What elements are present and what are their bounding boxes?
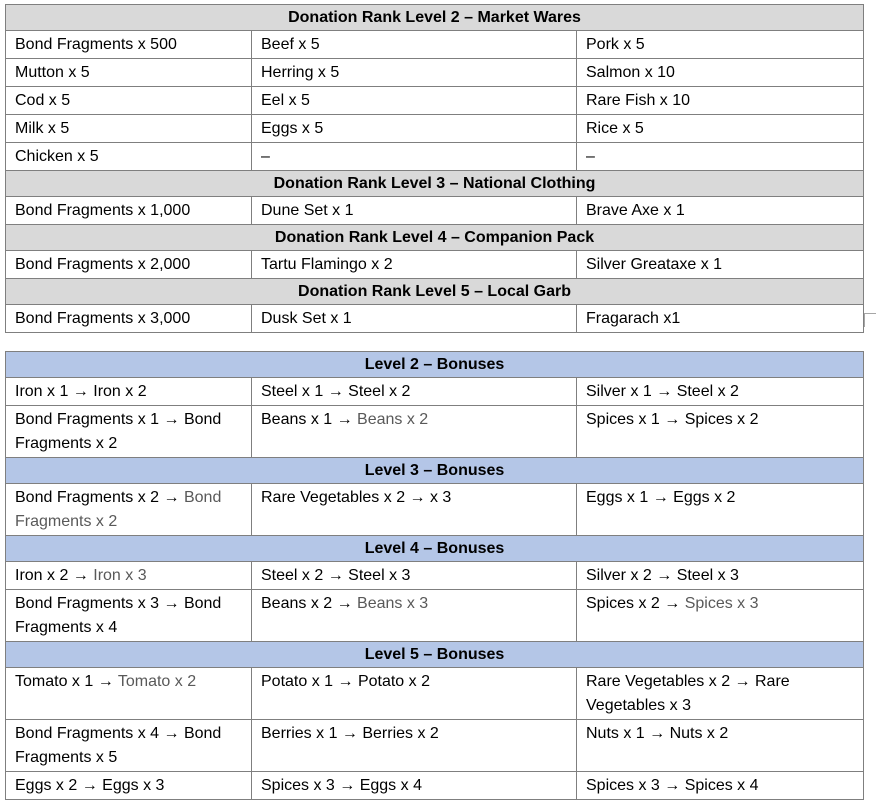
table-cell bbox=[6, 484, 252, 536]
bonus-table bbox=[5, 351, 864, 800]
cell-text: Tomato x 1 → bbox=[15, 673, 118, 690]
section-header-row bbox=[6, 536, 864, 562]
table-row bbox=[6, 562, 864, 590]
table-cell: Chicken x 5 bbox=[6, 143, 252, 171]
table-cell bbox=[577, 378, 864, 406]
cell-text: Bond Fragments x 4 → Bond Fragments x 5 bbox=[15, 725, 222, 766]
section-header-row bbox=[6, 171, 864, 197]
table-cell bbox=[6, 720, 252, 772]
table-cell: Bond Fragments x 1,000 bbox=[6, 197, 252, 225]
table-move-handle[interactable] bbox=[864, 313, 876, 327]
cell-text-muted: Tomato x 2 bbox=[117, 673, 197, 690]
cell-text: Spices x 3 → Spices x 4 bbox=[586, 777, 759, 794]
cell-text: Potato x 1 → Potato x 2 bbox=[261, 673, 430, 690]
cell-text-muted: Iron x 3 bbox=[93, 567, 147, 584]
table-cell bbox=[6, 562, 252, 590]
table-cell bbox=[252, 562, 577, 590]
section-header: Donation Rank Level 3 – National Clothing bbox=[6, 171, 864, 197]
table-cell: Fragarach x1 bbox=[577, 305, 864, 333]
table-row bbox=[6, 197, 864, 225]
table-row bbox=[6, 305, 864, 333]
table-cell: Beef x 5 bbox=[252, 31, 577, 59]
table-cell: Dune Set x 1 bbox=[252, 197, 577, 225]
table-cell bbox=[252, 720, 577, 772]
cell-text: Spices x 1 → Spices x 2 bbox=[586, 411, 759, 428]
table-cell bbox=[6, 590, 252, 642]
table-cell bbox=[252, 406, 577, 458]
section-header-row bbox=[6, 5, 864, 31]
table-cell: Herring x 5 bbox=[252, 59, 577, 87]
cell-text: Beans x 1 → bbox=[261, 411, 358, 428]
table-cell: Bond Fragments x 2,000 bbox=[6, 251, 252, 279]
section-header-row bbox=[6, 279, 864, 305]
cell-text: Spices x 2 → bbox=[586, 595, 685, 612]
table-cell: Silver Greataxe x 1 bbox=[577, 251, 864, 279]
table-row bbox=[6, 31, 864, 59]
cell-text: Nuts x 1 → Nuts x 2 bbox=[586, 725, 729, 742]
section-header-row bbox=[6, 642, 864, 668]
table-cell: Eggs x 5 bbox=[252, 115, 577, 143]
section-header-row bbox=[6, 458, 864, 484]
table-row bbox=[6, 59, 864, 87]
cell-text-muted: Beans x 3 bbox=[357, 595, 429, 612]
table-row bbox=[6, 378, 864, 406]
table-cell bbox=[252, 590, 577, 642]
cell-text-muted: Spices x 3 bbox=[684, 595, 759, 612]
section-header: Donation Rank Level 2 – Market Wares bbox=[6, 5, 864, 31]
table-cell bbox=[252, 378, 577, 406]
cell-text: Rare Vegetables x 2 → Rare Vegetables x 3 bbox=[586, 673, 790, 714]
table-cell: Salmon x 10 bbox=[577, 59, 864, 87]
table-cell bbox=[577, 406, 864, 458]
section-header: Donation Rank Level 4 – Companion Pack bbox=[6, 225, 864, 251]
table-cell bbox=[6, 668, 252, 720]
table-cell: Pork x 5 bbox=[577, 31, 864, 59]
table-cell: Mutton x 5 bbox=[6, 59, 252, 87]
cell-text: Berries x 1 → Berries x 2 bbox=[261, 725, 439, 742]
table-row bbox=[6, 87, 864, 115]
donation-rank-table bbox=[5, 4, 864, 333]
table-cell: Dusk Set x 1 bbox=[252, 305, 577, 333]
section-header-row bbox=[6, 225, 864, 251]
table-cell: Bond Fragments x 3,000 bbox=[6, 305, 252, 333]
cell-text: Eggs x 1 → Eggs x 2 bbox=[586, 489, 736, 506]
table-row bbox=[6, 668, 864, 720]
table-cell bbox=[252, 668, 577, 720]
table-cell bbox=[577, 590, 864, 642]
table-cell: Cod x 5 bbox=[6, 87, 252, 115]
table-cell bbox=[6, 406, 252, 458]
table-cell: Bond Fragments x 500 bbox=[6, 31, 252, 59]
cell-text: Rare Vegetables x 2 → x 3 bbox=[261, 489, 452, 506]
table-cell bbox=[252, 772, 577, 800]
table-row bbox=[6, 484, 864, 536]
table-cell bbox=[577, 772, 864, 800]
table-row bbox=[6, 772, 864, 800]
cell-text: Eggs x 2 → Eggs x 3 bbox=[15, 777, 165, 794]
cell-text-muted: Bond Fragments x 2 bbox=[15, 489, 222, 530]
section-header: Level 3 – Bonuses bbox=[6, 458, 864, 484]
cell-text: Spices x 3 → Eggs x 4 bbox=[261, 777, 422, 794]
cell-text: Iron x 2 → bbox=[15, 567, 94, 584]
section-header: Donation Rank Level 5 – Local Garb bbox=[6, 279, 864, 305]
cell-text: Beans x 2 → bbox=[261, 595, 358, 612]
table-cell bbox=[6, 378, 252, 406]
table-cell bbox=[6, 772, 252, 800]
table-cell bbox=[577, 668, 864, 720]
cell-text: Iron x 1 → Iron x 2 bbox=[15, 383, 147, 400]
table-cell: – bbox=[577, 143, 864, 171]
table-cell bbox=[577, 484, 864, 536]
section-header: Level 4 – Bonuses bbox=[6, 536, 864, 562]
cell-text: Bond Fragments x 1 → Bond Fragments x 2 bbox=[15, 411, 222, 452]
table-cell: Rare Fish x 10 bbox=[577, 87, 864, 115]
table-cell: Brave Axe x 1 bbox=[577, 197, 864, 225]
table-cell: Eel x 5 bbox=[252, 87, 577, 115]
table-row bbox=[6, 590, 864, 642]
table-cell bbox=[252, 484, 577, 536]
table-cell bbox=[577, 720, 864, 772]
table-cell: Tartu Flamingo x 2 bbox=[252, 251, 577, 279]
cell-text: Steel x 1 → Steel x 2 bbox=[261, 383, 411, 400]
cell-text: Steel x 2 → Steel x 3 bbox=[261, 567, 411, 584]
table-row bbox=[6, 143, 864, 171]
section-header: Level 2 – Bonuses bbox=[6, 352, 864, 378]
table-cell: Rice x 5 bbox=[577, 115, 864, 143]
table-row bbox=[6, 720, 864, 772]
cell-text: Silver x 1 → Steel x 2 bbox=[586, 383, 739, 400]
table-row bbox=[6, 115, 864, 143]
section-header-row bbox=[6, 352, 864, 378]
table-cell: – bbox=[252, 143, 577, 171]
table-cell bbox=[577, 562, 864, 590]
table-row bbox=[6, 251, 864, 279]
cell-text: Bond Fragments x 2 → bbox=[15, 489, 184, 506]
cell-text: Silver x 2 → Steel x 3 bbox=[586, 567, 739, 584]
table-cell: Milk x 5 bbox=[6, 115, 252, 143]
section-header: Level 5 – Bonuses bbox=[6, 642, 864, 668]
cell-text: Bond Fragments x 3 → Bond Fragments x 4 bbox=[15, 595, 222, 636]
cell-text-muted: Beans x 2 bbox=[357, 411, 429, 428]
table-row bbox=[6, 406, 864, 458]
